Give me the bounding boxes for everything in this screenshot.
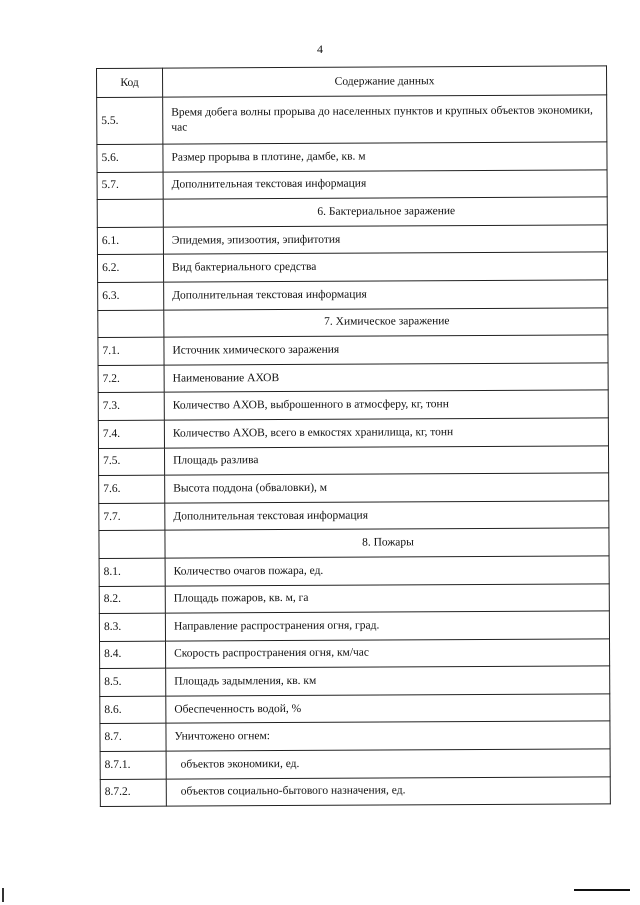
table-row [97, 169, 607, 199]
row-code: 7.2. [98, 365, 164, 393]
row-code: 8.5. [100, 668, 166, 696]
row-content: Площадь разлива [164, 445, 608, 475]
section-header-row [98, 307, 608, 337]
row-content: объектов социально-бытового назначения, ед. [166, 776, 610, 806]
row-code: 8.2. [99, 586, 165, 614]
section-header-row [99, 528, 609, 558]
section-title: 8. Пожары [165, 528, 609, 558]
table-row [98, 335, 608, 365]
row-code: 6.1. [97, 227, 163, 255]
section-title: 7. Химическое заражение [164, 307, 608, 337]
row-content: Количество АХОВ, всего в емкостях хранилища, кг, тонн [164, 418, 608, 448]
row-content: Площадь пожаров, кв. м, га [165, 583, 609, 613]
table-row [100, 749, 610, 779]
table-row [99, 473, 609, 503]
row-content: Время добега волны прорыва до населенных пунктов и крупных объектов экономики, час [163, 95, 607, 144]
row-code: 7.7. [99, 503, 165, 531]
row-code: 8.3. [99, 613, 165, 641]
scan-edge-mark [574, 889, 630, 891]
row-code: 7.4. [98, 420, 164, 448]
table-row [98, 445, 608, 475]
table-row [100, 721, 610, 751]
row-code: 7.1. [98, 337, 164, 365]
table-row [97, 225, 607, 255]
row-code [99, 530, 165, 558]
row-content: Высота поддона (обваловки), м [165, 473, 609, 503]
row-code: 8.6. [100, 696, 166, 724]
table-header-row [97, 66, 607, 98]
table-row [99, 501, 609, 531]
row-content: Уничтожено огнем: [166, 721, 610, 751]
table-row [97, 142, 607, 172]
row-code: 8.7.2. [100, 779, 166, 807]
row-code: 8.7.1. [100, 751, 166, 779]
table-row [97, 252, 607, 282]
row-content: Вид бактериального средства [163, 252, 607, 282]
data-table [96, 65, 611, 807]
row-content: Дополнительная текстовая информация [164, 280, 608, 310]
row-content: Направление распространения огня, град. [165, 611, 609, 641]
row-content: Обеспеченность водой, % [166, 694, 610, 724]
section-title: 6. Бактериальное заражение [163, 197, 607, 227]
table-row [99, 556, 609, 586]
table-row [100, 776, 610, 806]
row-code: 8.7. [100, 724, 166, 752]
row-code: 7.6. [99, 475, 165, 503]
table-row [100, 694, 610, 724]
table-body [97, 95, 611, 807]
row-content: Размер прорыва в плотине, дамбе, кв. м [163, 142, 607, 172]
row-code: 6.2. [97, 255, 163, 283]
row-content: Дополнительная текстовая информация [163, 169, 607, 199]
row-content: Количество АХОВ, выброшенного в атмосферу, кг, тонн [164, 390, 608, 420]
content-column-header: Содержание данных [163, 66, 607, 97]
data-table-container [96, 65, 610, 807]
row-code: 7.3. [98, 392, 164, 420]
table-row [99, 583, 609, 613]
row-code: 8.4. [100, 641, 166, 669]
row-content: объектов экономики, ед. [166, 749, 610, 779]
code-column-header: Код [97, 68, 163, 97]
row-content: Площадь задымления, кв. км [166, 666, 610, 696]
row-content: Количество очагов пожара, ед. [165, 556, 609, 586]
section-header-row [97, 197, 607, 227]
table-row [97, 95, 607, 145]
table-row [100, 666, 610, 696]
row-code [97, 199, 163, 227]
row-code: 8.1. [99, 558, 165, 586]
table-row [98, 390, 608, 420]
table-row [98, 418, 608, 448]
page-number: 4 [317, 42, 323, 56]
row-content: Скорость распространения огня, км/час [166, 639, 610, 669]
table-row [98, 363, 608, 393]
row-content: Наименование АХОВ [164, 363, 608, 393]
row-code: 5.6. [97, 144, 163, 172]
row-code: 7.5. [98, 448, 164, 476]
scan-edge-mark [2, 888, 4, 902]
row-code: 6.3. [98, 282, 164, 310]
table-row [99, 611, 609, 641]
row-content: Эпидемия, эпизоотия, эпифитотия [163, 225, 607, 255]
row-code [98, 310, 164, 338]
row-content: Дополнительная текстовая информация [165, 501, 609, 531]
row-content: Источник химического заражения [164, 335, 608, 365]
table-row [98, 280, 608, 310]
table-row [100, 639, 610, 669]
row-code: 5.5. [97, 97, 163, 144]
row-code: 5.7. [97, 172, 163, 200]
